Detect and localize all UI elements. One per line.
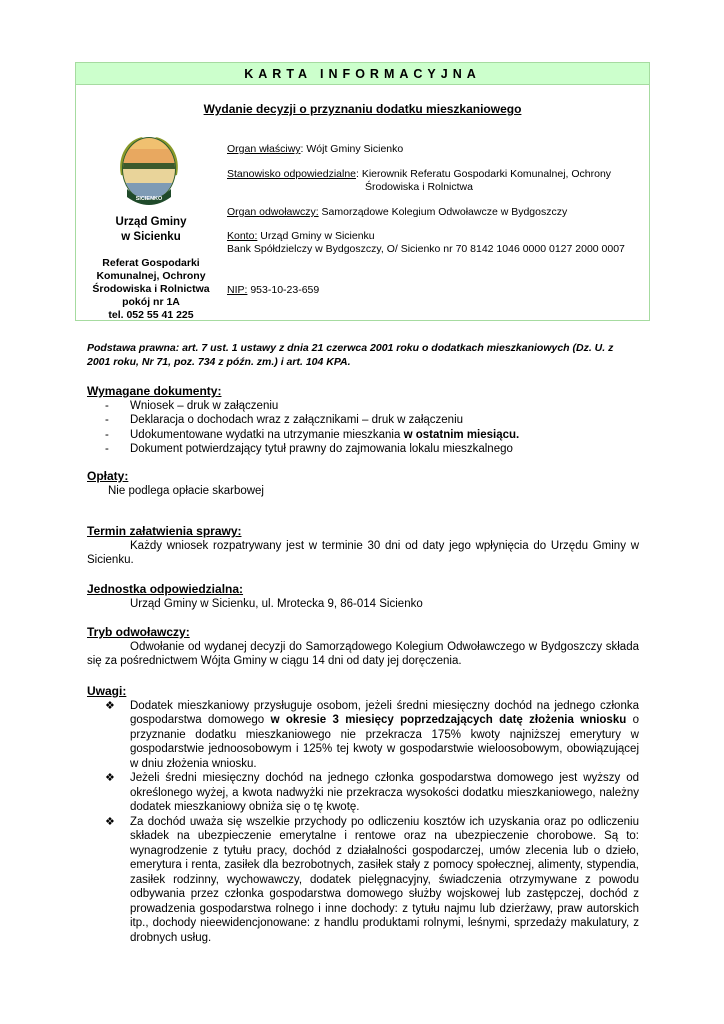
list-item: ❖ Za dochód uważa się wszelkie przychody po odliczeniu kosztów ich uzyskania oraz po odliczeniu składek na ubezpieczenie emerytalne i rentowe oraz na ubezpieczenie chorobowe. Są to: wynagrodzenie z tytułu pracy, dochód z działalności gospodarczej, umów zlecenia lub o dzieło, emerytura i renta, zasiłek dla bezrobotnych, zasiłek stały z pomocy społecznej, alimenty, stypendia, zasiłek rodzinny, wychowawczy, dodatek pielęgnacyjny, świadczenia otrzymywane z powodu odbywania przez członka gospodarstwa domowego służby wojskowej lub zastępczej, dochód z prowadzenia gospodarstwa rolnego i inne dochody: z tytułu najmu lub dzierżawy, praw autorskich itp., dochody nieewidencjonowane: z handlu produktami rolnymi, leśnymi, sprzedaży makulatury, z drobnych usług. xyxy=(105,815,639,944)
diamond-bullet-icon: ❖ xyxy=(105,772,115,784)
notes-section xyxy=(87,684,639,945)
required-documents-section xyxy=(87,384,639,457)
list-item: - Wniosek – druk w załączeniu xyxy=(87,399,639,414)
section-heading: Opłaty: xyxy=(87,469,129,483)
office-name: Urząd Gminy w Sicienku xyxy=(115,216,187,243)
section-heading: Termin załatwienia sprawy: xyxy=(87,524,242,538)
legal-basis: Podstawa prawna: art. 7 ust. 1 ustawy z dnia 21 czerwca 2001 roku o dodatkach mieszkaniowych (Dz. U. z 2001 roku, Nr 71, poz. 734 z późn. zm.) i art. 104 KPA. xyxy=(87,342,614,368)
responsible-position: Stanowisko odpowiedzialne: Kierownik Referatu Gospodarki Komunalnej, Ochrony Środowiska i Rolnictwa xyxy=(227,168,612,193)
section-heading: Jednostka odpowiedzialna: xyxy=(87,582,244,596)
bank-account: Konto: Urząd Gminy w Sicienku Bank Spółdzielczy w Bydgoszczy, O/ Sicienko nr 70 8142 1046 0000 0127 2000 0007 xyxy=(227,230,625,255)
deadline-section: Termin załatwienia sprawy: Każdy wniosek rozpatrywany jest w terminie 30 dni od daty jego wpłynięcia do Urzędu Gminy w Sicienku. xyxy=(87,524,639,566)
fees-section: Opłaty: Nie podlega opłacie skarbowej xyxy=(87,469,639,498)
svg-text:SICIENKO: SICIENKO xyxy=(135,196,163,202)
list-item: - Dokument potwierdzający tytuł prawny do zajmowania lokalu mieszkalnego xyxy=(87,442,639,457)
section-heading: Uwagi: xyxy=(87,684,127,698)
office-details: Referat Gospodarki Komunalnej, Ochrony Środowiska i Rolnictwa pokój nr 1A tel. 052 55 41 225 xyxy=(92,257,210,321)
documents-list xyxy=(87,399,639,457)
list-item: ❖ Dodatek mieszkaniowy przysługuje osobom, jeżeli średni miesięczny dochód na jednego członka gospodarstwa domowego w okresie 3 miesięcy poprzedzających datę złożenia wniosku o przyznanie dodatku mieszkaniowego nie przekracza 175% kwoty najniższej emerytury w gospodarstwie jednoosobowym i 125% tej kwoty w gospodarstwie wieloosobowym, obowiązującej w dniu złożenia wniosku. xyxy=(105,699,640,770)
section-heading: Wymagane dokumenty: xyxy=(87,384,222,398)
info-card xyxy=(75,62,650,321)
municipality-emblem-icon xyxy=(113,131,185,211)
page-title: Wydanie decyzji o przyznaniu dodatku mieszkaniowego xyxy=(203,102,522,116)
section-heading: Tryb odwoławczy: xyxy=(87,625,190,639)
list-item: ❖ Jeżeli średni miesięczny dochód na jednego członka gospodarstwa domowego jest wyższy od określonego wyżej, a kwota nadwyżki nie przekracza wysokości dodatku mieszkaniowego, należny dodatek mieszkaniowy obniża się o tę kwotę. xyxy=(105,772,639,813)
list-item: - Udokumentowane wydatki na utrzymanie mieszkania w ostatnim miesiącu. xyxy=(87,428,639,443)
tax-id: NIP: 953-10-23-659 xyxy=(227,284,320,296)
responsible-unit-section: Jednostka odpowiedzialna: Urząd Gminy w Sicienku, ul. Mrotecka 9, 86-014 Sicienko xyxy=(87,582,639,611)
competent-authority: Organ właściwy: Wójt Gminy Sicienko xyxy=(227,143,404,155)
card-title: KARTA INFORMACYJNA xyxy=(76,63,649,85)
appeal-authority: Organ odwoławczy: Samorządowe Kolegium Odwoławcze w Bydgoszczy xyxy=(227,206,568,218)
appeal-mode-section: Tryb odwoławczy: Odwołanie od wydanej decyzji do Samorządowego Kolegium Odwoławczego w Bydgoszczy składa się za pośrednictwem Wójta Gminy w ciągu 14 dni od daty jej doręczenia. xyxy=(87,625,639,667)
diamond-bullet-icon: ❖ xyxy=(105,699,115,712)
diamond-bullet-icon: ❖ xyxy=(105,815,115,828)
list-item: - Deklaracja o dochodach wraz z załącznikami – druk w załączeniu xyxy=(87,413,639,428)
